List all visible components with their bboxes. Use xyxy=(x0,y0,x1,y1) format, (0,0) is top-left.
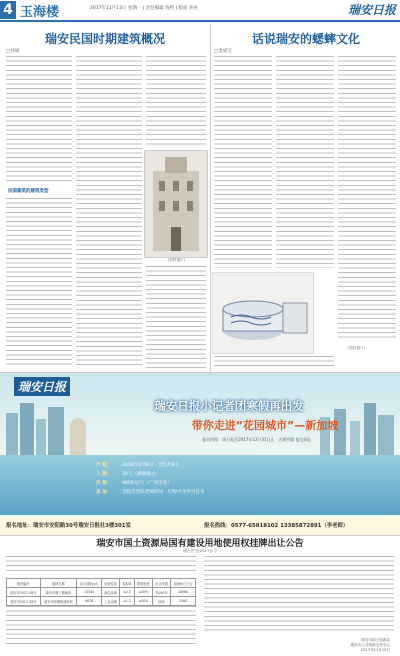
notice-intro-text xyxy=(6,556,196,574)
right-article-text-col3 xyxy=(338,56,396,338)
left-article-text-col3 xyxy=(146,56,206,146)
masthead-logo: 瑞安日报 xyxy=(347,3,396,17)
ad-row: 人 数： 30人（满额截止） xyxy=(96,472,161,477)
notice-left-text xyxy=(6,606,196,646)
left-article-text-col3b xyxy=(146,266,206,368)
page-header xyxy=(0,0,400,22)
notice-title: 瑞安市国土资源局国有建设用地使用权挂牌出让公告 xyxy=(96,539,304,549)
table-header-row: 地块编号 地块名称 出让面积(㎡) 用地性质 容积率 建筑密度 出让年限 起始价(万元) xyxy=(7,579,196,588)
left-article-subheading: 民国建筑的建筑类型 xyxy=(8,189,49,194)
right-article-text-tail xyxy=(214,356,334,368)
left-article-title: 瑞安民国时期建筑概况 xyxy=(44,32,165,46)
ad-logo: 瑞安日报 xyxy=(14,377,70,396)
section-title: 玉海楼 xyxy=(20,5,60,20)
ad-signup-address: 报名地址：瑞安市安阳路30号瑞安日报社3楼301室 xyxy=(6,523,131,529)
left-article-text-col2 xyxy=(76,56,142,368)
ad-row: 其 他： 全程有带队老师陪同 · 行程中含学习任务 xyxy=(96,490,205,495)
ad-row: 行 程： 2018年2月8日 · 全程共6天 xyxy=(96,463,179,468)
ad-headline: 瑞安日报小记者团寒假再出发 xyxy=(154,399,304,413)
left-article-text-col1b xyxy=(6,198,72,368)
building-illustration-icon xyxy=(145,151,207,257)
ad-subline: 报名时间：即日起至2017年12月31日止 · 名额有限 报完即止 xyxy=(202,437,312,442)
table-row: 瑞安市2017-38号 瑞安市塘下镇地块 12345 商住用地 ≤2.5 ≤30% 70/40年 18960 xyxy=(7,588,196,597)
building-photo xyxy=(144,150,208,258)
left-article-author: □孙斌 xyxy=(6,49,20,54)
column-divider xyxy=(210,24,211,372)
ad-signup-hotline: 报名热线：0577-65818102 13385872891（李老师） xyxy=(204,523,349,529)
ad-details xyxy=(96,461,306,497)
notice-subtitle: 瑞土告字[2017]1号 xyxy=(182,548,218,553)
cricket-jar-photo xyxy=(212,272,314,354)
young-reporter-ad xyxy=(0,372,400,536)
table-row: 瑞安市2017-39号 瑞安市莘塍街道地块 9876 工业用地 ≥1.2 ≥40% 50年 1560 xyxy=(7,597,196,606)
issue-meta: 2017年11月13日 星期一 | 责任编辑 钱哲 | 版面 孙亮 xyxy=(90,6,198,11)
building-photo-caption: (资料图片) xyxy=(168,258,186,262)
right-article-text-col1 xyxy=(214,56,272,268)
ad-footer xyxy=(0,517,400,535)
page-number: 4 xyxy=(0,1,16,19)
notice-signature: 瑞安市国土资源局 瑞安市公共资源交易中心 2017年11月13日 xyxy=(350,638,390,652)
cricket-jar-icon xyxy=(213,273,313,353)
right-article-title: 话说瑞安的蟋蟀文化 xyxy=(251,32,360,46)
notice-table xyxy=(6,578,196,606)
ad-row: 价 格： 9800元/人（广州出发） xyxy=(96,481,172,486)
right-article-author: □金成宝 xyxy=(214,49,232,54)
ad-headline-secondary: 带你走进“花园城市”—新加坡 xyxy=(191,419,339,432)
left-article-text-col1 xyxy=(6,56,72,184)
cricket-photo-caption: (资料图片) xyxy=(348,346,366,350)
notice-right-text xyxy=(204,556,394,634)
right-article-text-col2 xyxy=(276,56,334,268)
